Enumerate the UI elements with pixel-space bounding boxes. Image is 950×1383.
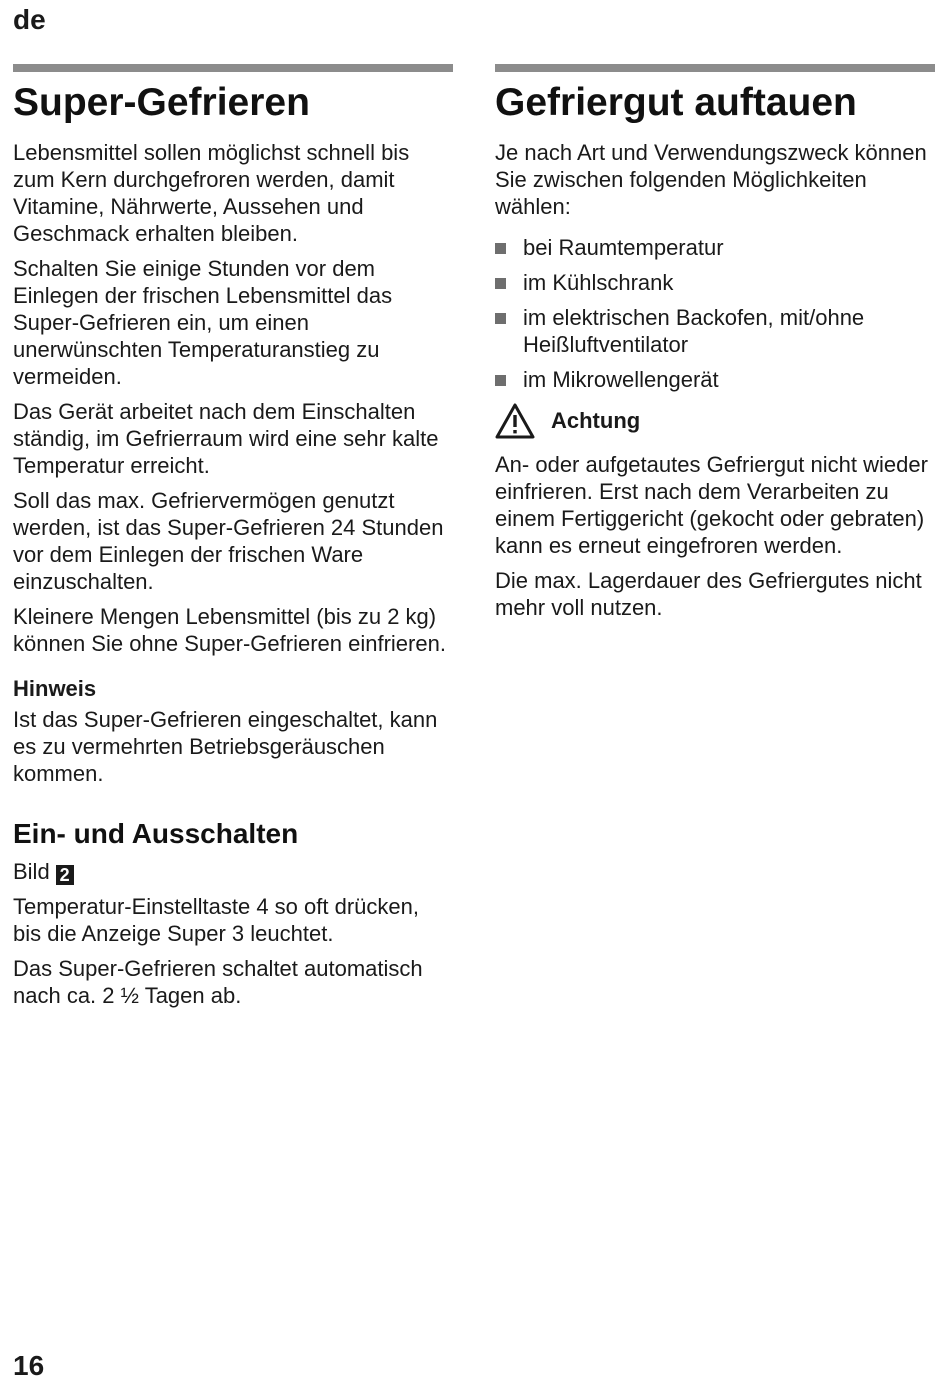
note-label: Hinweis [13, 675, 97, 701]
list-item-text: im Mikrowellengerät [523, 366, 719, 392]
list-item-text: im elektrischen Backofen, mit/ohne Heißluftventilator [523, 304, 865, 357]
list-item-text: im Kühlschrank [523, 269, 674, 295]
section-title-super-gefrieren: Super-Gefrieren [13, 81, 310, 124]
warning-paragraph: An- oder aufgetautes Gefriergut nicht wieder einfrieren. Erst nach dem Verarbeiten zu einem Fertiggericht (gekocht oder gebraten) kann es erneut eingefroren werden. [495, 451, 928, 558]
section-ein-ausschalten [13, 817, 453, 1010]
warning-triangle-icon [495, 403, 535, 439]
warning-header [495, 403, 935, 439]
square-bullet-icon [495, 313, 506, 324]
warning-label: Achtung [551, 407, 641, 433]
intro-paragraph: Je nach Art und Verwendungszweck können Sie zwischen folgenden Möglichkeiten wählen: [495, 139, 927, 219]
figure-number-box: 2 [56, 865, 74, 885]
list-item [495, 234, 935, 261]
paragraph: Soll das max. Gefriervermögen genutzt werden, ist das Super-Gefrieren 24 Stunden vor dem Einlegen der frischen Ware einzuschalten. [13, 487, 444, 594]
figure-label: Bild [13, 859, 50, 885]
section-divider [495, 64, 935, 72]
section-title-ein-ausschalten: Ein- und Ausschalten [13, 817, 299, 849]
note-text: Ist das Super-Gefrieren eingeschaltet, kann es zu vermehrten Betriebsgeräuschen kommen. [13, 706, 438, 786]
page-number: 16 [13, 1350, 45, 1381]
paragraph: Schalten Sie einige Stunden vor dem Einlegen der frischen Lebensmittel das Super-Gefrieren ein, um einen unerwünschten Temperaturanstieg zu vermeiden. [13, 255, 393, 389]
left-column [13, 64, 453, 1017]
paragraph: Das Gerät arbeitet nach dem Einschalten ständig, im Gefrierraum wird eine sehr kalte Temperatur erreicht. [13, 398, 439, 478]
list-item-text: bei Raumtemperatur [523, 234, 724, 260]
section-divider [13, 64, 453, 72]
right-column [495, 64, 935, 629]
language-code: de [13, 4, 46, 35]
paragraph: Temperatur-Einstelltaste 4 so oft drücken, bis die Anzeige Super 3 leuchtet. [13, 894, 419, 947]
square-bullet-icon [495, 243, 506, 254]
paragraph: Lebensmittel sollen möglichst schnell bis zum Kern durchgefroren werden, damit Vitamine, Nährwerte, Aussehen und Geschmack erhalten bleiben. [13, 139, 410, 246]
figure-reference [13, 858, 453, 885]
square-bullet-icon [495, 375, 506, 386]
list-item [495, 366, 935, 393]
paragraph: Kleinere Mengen Lebensmittel (bis zu 2 kg) können Sie ohne Super-Gefrieren einfrieren. [13, 603, 446, 656]
warning-paragraph: Die max. Lagerdauer des Gefriergutes nicht mehr voll nutzen. [495, 567, 922, 620]
section-title-gefriergut-auftauen: Gefriergut auftauen [495, 81, 857, 124]
list-item [495, 304, 935, 358]
thawing-options-list [495, 234, 935, 393]
list-item [495, 269, 935, 296]
paragraph: Das Super-Gefrieren schaltet automatisch nach ca. 2 ½ Tagen ab. [13, 956, 423, 1009]
square-bullet-icon [495, 278, 506, 289]
